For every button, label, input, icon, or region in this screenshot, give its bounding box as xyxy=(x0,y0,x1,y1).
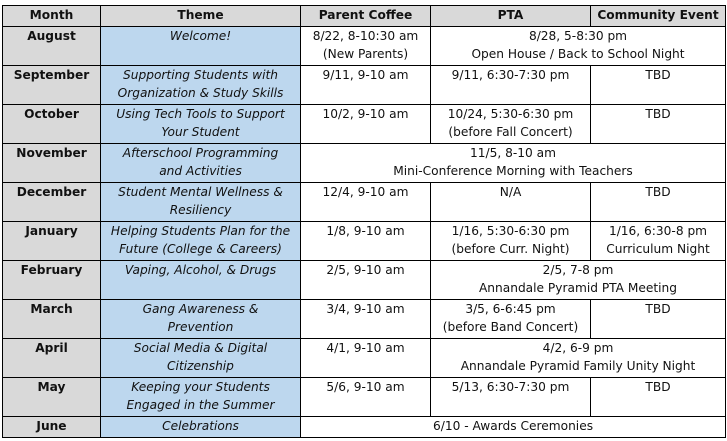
theme-cell xyxy=(101,144,301,183)
cell-line: Annandale Pyramid Family Unity Night xyxy=(460,359,696,373)
header-pta: PTA xyxy=(431,6,591,27)
month-cell: October xyxy=(3,105,101,144)
month-cell: April xyxy=(3,339,101,378)
theme-cell xyxy=(101,339,301,378)
pta-cell xyxy=(431,222,591,261)
theme-line: Social Media & Digital xyxy=(133,341,268,355)
cell-line: 2/5, 9-10 am xyxy=(326,263,405,277)
parent-coffee-cell xyxy=(301,339,431,378)
theme-line: Using Tech Tools to Support xyxy=(116,107,285,121)
theme-line: Keeping your Students xyxy=(131,380,270,394)
cell-line: (before Fall Concert) xyxy=(448,125,573,139)
cell-line: 1/16, 5:30-6:30 pm xyxy=(451,224,570,238)
theme-line: Student Mental Wellness & xyxy=(118,185,283,199)
month-cell: May xyxy=(3,378,101,417)
cell-line: TBD xyxy=(645,107,671,121)
cell-line: TBD xyxy=(645,185,671,199)
cell-line: 11/5, 8-10 am xyxy=(470,146,556,160)
community-event-cell xyxy=(591,66,726,105)
community-event-cell xyxy=(591,378,726,417)
parent-coffee-cell xyxy=(301,378,431,417)
theme-line: Vaping, Alcohol, & Drugs xyxy=(124,263,277,277)
theme-line: Supporting Students with xyxy=(123,68,278,82)
theme-line: Organization & Study Skills xyxy=(117,86,284,100)
cell-line: Open House / Back to School Night xyxy=(471,47,685,61)
theme-line: Your Student xyxy=(161,125,240,139)
table-row xyxy=(3,300,726,339)
cell-line: 9/11, 6:30-7:30 pm xyxy=(451,68,570,82)
header-theme: Theme xyxy=(101,6,301,27)
table-row xyxy=(3,261,726,300)
table-row xyxy=(3,378,726,417)
cell-line: 2/5, 7-8 pm xyxy=(542,263,614,277)
cell-line: TBD xyxy=(645,302,671,316)
cell-line: Annandale Pyramid PTA Meeting xyxy=(478,281,678,295)
community-event-cell xyxy=(591,300,726,339)
theme-line: Citizenship xyxy=(167,359,234,373)
cell-line: 3/5, 6-6:45 pm xyxy=(465,302,556,316)
month-cell: February xyxy=(3,261,101,300)
theme-cell xyxy=(101,300,301,339)
theme-cell xyxy=(101,261,301,300)
month-cell: August xyxy=(3,27,101,66)
merged-event-cell xyxy=(301,144,726,183)
pta-cell xyxy=(431,183,591,222)
table-row xyxy=(3,417,726,438)
schedule-table xyxy=(2,5,726,438)
theme-line: Prevention xyxy=(167,320,234,334)
month-cell: January xyxy=(3,222,101,261)
theme-cell xyxy=(101,105,301,144)
theme-cell xyxy=(101,378,301,417)
header-parent-coffee: Parent Coffee xyxy=(301,6,431,27)
cell-line: N/A xyxy=(499,185,522,199)
pta-cell xyxy=(431,300,591,339)
header-row xyxy=(3,6,726,27)
theme-line: Resiliency xyxy=(169,203,232,217)
theme-cell xyxy=(101,417,301,438)
cell-line: 5/6, 9-10 am xyxy=(326,380,405,394)
theme-cell xyxy=(101,66,301,105)
theme-line: Afterschool Programming xyxy=(122,146,279,160)
table-row xyxy=(3,144,726,183)
cell-line: 8/22, 8-10:30 am xyxy=(312,29,419,43)
month-cell: December xyxy=(3,183,101,222)
parent-coffee-cell xyxy=(301,183,431,222)
parent-coffee-cell xyxy=(301,300,431,339)
cell-line: TBD xyxy=(645,380,671,394)
parent-coffee-cell xyxy=(301,222,431,261)
table-row xyxy=(3,222,726,261)
cell-line: 4/1, 9-10 am xyxy=(326,341,405,355)
table-row xyxy=(3,183,726,222)
pta-community-cell xyxy=(431,261,726,300)
table-row xyxy=(3,105,726,144)
cell-line: 4/2, 6-9 pm xyxy=(542,341,614,355)
table-row xyxy=(3,339,726,378)
cell-line: (before Curr. Night) xyxy=(451,242,570,256)
table-row xyxy=(3,27,726,66)
cell-line: 12/4, 9-10 am xyxy=(322,185,409,199)
header-community-event: Community Event xyxy=(591,6,726,27)
theme-line: Helping Students Plan for the xyxy=(110,224,291,238)
parent-coffee-cell xyxy=(301,27,431,66)
parent-coffee-cell xyxy=(301,66,431,105)
month-cell: March xyxy=(3,300,101,339)
pta-cell xyxy=(431,105,591,144)
cell-line: 5/13, 6:30-7:30 pm xyxy=(451,380,570,394)
cell-line: 10/2, 9-10 am xyxy=(322,107,409,121)
cell-line: 1/8, 9-10 am xyxy=(326,224,405,238)
cell-line: (New Parents) xyxy=(322,47,409,61)
cell-line: 1/16, 6:30-8 pm xyxy=(608,224,708,238)
table-row xyxy=(3,66,726,105)
pta-cell xyxy=(431,378,591,417)
pta-community-cell xyxy=(431,27,726,66)
theme-line: Future (College & Careers) xyxy=(119,242,282,256)
cell-line: Curriculum Night xyxy=(606,242,710,256)
theme-line: and Activities xyxy=(159,164,242,178)
cell-line: 8/28, 5-8:30 pm xyxy=(528,29,628,43)
theme-cell xyxy=(101,27,301,66)
month-cell: June xyxy=(3,417,101,438)
theme-cell xyxy=(101,183,301,222)
theme-line: Welcome! xyxy=(169,29,232,43)
cell-line: (before Band Concert) xyxy=(442,320,579,334)
parent-coffee-cell xyxy=(301,105,431,144)
cell-line: 9/11, 9-10 am xyxy=(322,68,409,82)
community-event-cell xyxy=(591,105,726,144)
community-event-cell xyxy=(591,183,726,222)
pta-cell xyxy=(431,66,591,105)
theme-cell xyxy=(101,222,301,261)
merged-event-cell xyxy=(301,417,726,438)
month-cell: September xyxy=(3,66,101,105)
theme-line: Gang Awareness & xyxy=(142,302,259,316)
parent-coffee-cell xyxy=(301,261,431,300)
theme-line: Engaged in the Summer xyxy=(126,398,275,412)
month-cell: November xyxy=(3,144,101,183)
theme-line: Celebrations xyxy=(162,419,239,433)
cell-line: 3/4, 9-10 am xyxy=(326,302,405,316)
pta-community-cell xyxy=(431,339,726,378)
cell-line: TBD xyxy=(645,68,671,82)
cell-line: 10/24, 5:30-6:30 pm xyxy=(447,107,574,121)
header-month: Month xyxy=(3,6,101,27)
community-event-cell xyxy=(591,222,726,261)
cell-line: Mini-Conference Morning with Teachers xyxy=(393,164,633,178)
cell-line: 6/10 - Awards Ceremonies xyxy=(432,419,594,433)
